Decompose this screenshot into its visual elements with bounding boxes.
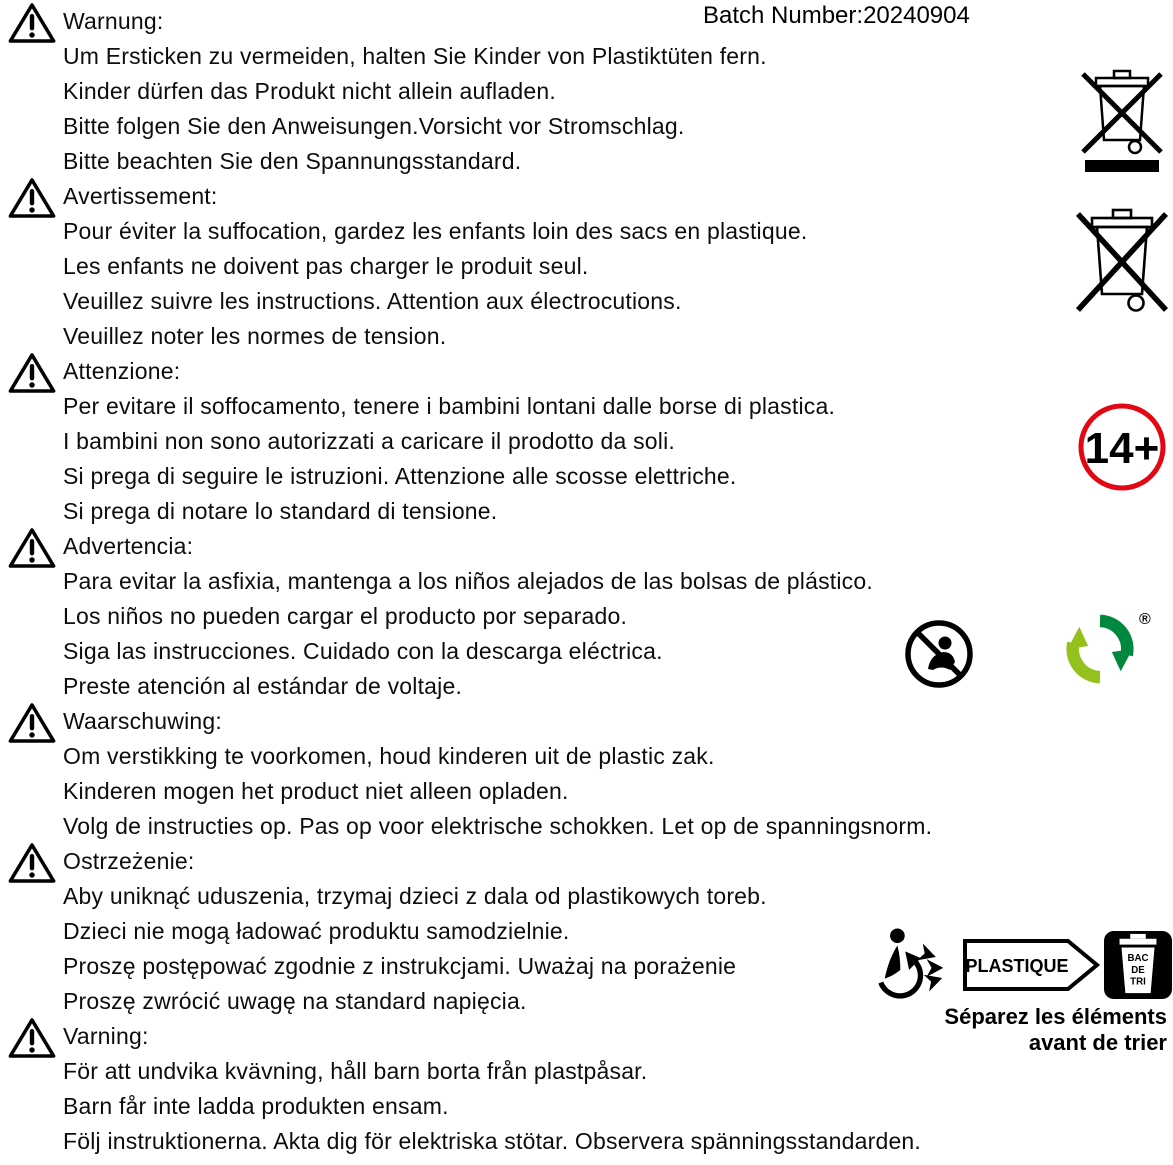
bin-label-line: DE [1131, 964, 1145, 976]
sorting-bin-icon [1104, 931, 1172, 1004]
warning-line: Kinderen mogen het product niet alleen opladen. [63, 778, 569, 804]
section-heading: Ostrzeżenie: [63, 848, 195, 874]
section-heading: Advertencia: [63, 533, 194, 559]
warning-triangle-icon [8, 0, 56, 46]
warning-triangle-icon [8, 175, 56, 221]
bin-label-line: BAC [1127, 953, 1149, 965]
warning-section-fr [0, 179, 1173, 354]
warning-line: Om verstikking te voorkomen, houd kinderen uit de plastic zak. [63, 743, 715, 769]
warning-triangle-icon [8, 525, 56, 571]
warning-line: Si prega di notare lo standard di tensione. [63, 498, 498, 524]
warning-line: Följ instruktionerna. Akta dig för elektriska stötar. Observera spänningsstandarden. [63, 1128, 922, 1154]
warning-section-nl [0, 704, 1173, 844]
warning-line: Per evitare il soffocamento, tenere i bambini lontani dalle borse di plastica. [63, 393, 836, 419]
age-rating-14plus-icon [1077, 402, 1167, 497]
triman-icon [868, 926, 958, 1009]
warning-line: Bitte folgen Sie den Anweisungen.Vorsicht vor Stromschlag. [63, 113, 685, 139]
warning-line: Aby uniknąć uduszenia, trzymaj dzieci z dala od plastikowych toreb. [63, 883, 767, 909]
warning-section-de [0, 4, 1173, 179]
warning-line: Pour éviter la suffocation, gardez les enfants loin des sacs en plastique. [63, 218, 808, 244]
warning-triangle-icon [8, 1015, 56, 1061]
section-heading: Attenzione: [63, 358, 181, 384]
sorting-note-line1: Séparez les éléments [944, 1004, 1167, 1029]
warning-line: Barn får inte ladda produkten ensam. [63, 1093, 449, 1119]
sorting-note-line2: avant de trier [1028, 1030, 1167, 1055]
batch-number: Batch Number:20240904 [703, 2, 970, 29]
warning-line: Proszę zwrócić uwagę na standard napięcia. [63, 988, 527, 1014]
green-point-icon [1063, 612, 1151, 686]
section-heading: Warnung: [63, 8, 164, 34]
warning-line: Los niños no pueden cargar el producto por separado. [63, 603, 628, 629]
weee-crossed-bin-icon [1074, 206, 1170, 325]
plastique-label: PLASTIQUE [965, 956, 1069, 976]
warning-line: Les enfants ne doivent pas charger le produit seul. [63, 253, 589, 279]
warning-line: Proszę postępować zgodnie z instrukcjami. Uważaj na porażenie [63, 953, 737, 979]
warning-line: I bambini non sono autorizzati a caricare il prodotto da soli. [63, 428, 676, 454]
age-rating-label: 14+ [1084, 424, 1160, 473]
warning-line: Veuillez suivre les instructions. Attention aux électrocutions. [63, 288, 682, 314]
warning-line: Kinder dürfen das Produkt nicht allein aufladen. [63, 78, 556, 104]
warning-line: Um Ersticken zu vermeiden, halten Sie Kinder von Plastiktüten fern. [63, 43, 767, 69]
sorting-instruction-note [944, 1004, 1167, 1056]
section-heading: Avertissement: [63, 183, 218, 209]
warning-triangle-icon [8, 840, 56, 886]
warning-line: Si prega di seguire le istruzioni. Attenzione alle scosse elettriche. [63, 463, 737, 489]
bin-label-line: TRI [1130, 976, 1146, 988]
warning-triangle-icon [8, 350, 56, 396]
warning-line: Dzieci nie mogą ładować produktu samodzielnie. [63, 918, 570, 944]
warning-line: Bitte beachten Sie den Spannungsstandard. [63, 148, 522, 174]
warning-line: Veuillez noter les normes de tension. [63, 323, 447, 349]
warning-line: Para evitar la asfixia, mantenga a los niños alejados de las bolsas de plástico. [63, 568, 873, 594]
warning-line: Siga las instrucciones. Cuidado con la descarga eléctrica. [63, 638, 663, 664]
section-heading: Waarschuwing: [63, 708, 222, 734]
weee-crossed-bin-bar-icon [1078, 66, 1166, 179]
triman-sorting-group [868, 926, 1172, 1009]
section-heading: Varning: [63, 1023, 149, 1049]
warning-section-it [0, 354, 1173, 529]
warning-section-es [0, 529, 1173, 704]
warning-line: Volg de instructies op. Pas op voor elektrische schokken. Let op de spanningsnorm. [63, 813, 933, 839]
registered-trademark-symbol: ® [1139, 611, 1151, 628]
warning-line: Preste atención al estándar de voltaje. [63, 673, 463, 699]
plastique-tag [962, 938, 1100, 997]
warning-triangle-icon [8, 700, 56, 746]
warning-line: För att undvika kvävning, håll barn borta från plastpåsar. [63, 1058, 648, 1084]
no-children-icon [903, 618, 975, 695]
